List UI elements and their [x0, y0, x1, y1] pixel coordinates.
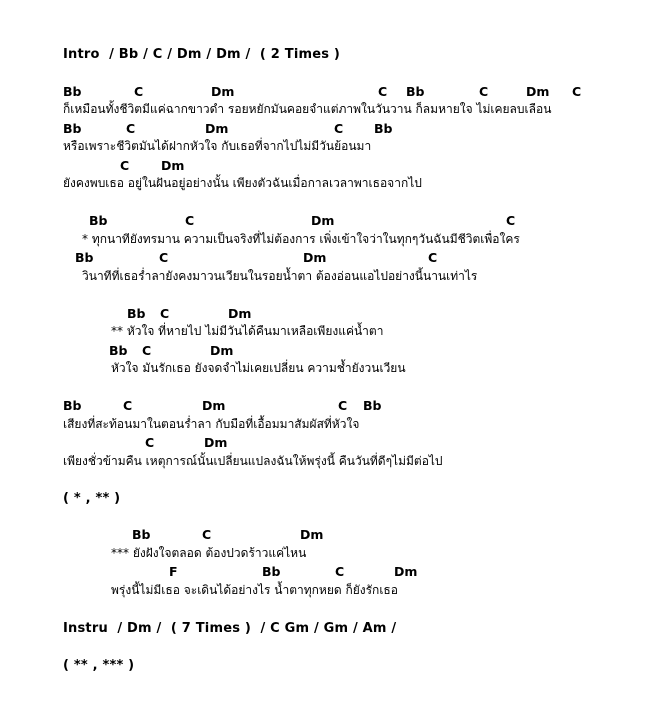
- lyric-line: เสียงที่สะท้อนมาในตอนร่ำลา กับมือที่เอื้อมมาสัมผัสที่หัวใจ: [63, 417, 360, 431]
- chord: Bb: [63, 121, 82, 136]
- lyric-line: ก็เหมือนทั้งชีวิตมีแค่ฉากขาวดำ รอยหยักมันคอยจำแต่ภาพในวันวาน ก็ลมหายใจ ไม่เคยลบเลือน: [63, 102, 552, 116]
- chord: Dm: [303, 250, 327, 265]
- chord: Dm: [311, 213, 335, 228]
- chord: C: [572, 84, 582, 99]
- intro-line: Intro / Bb / C / Dm / Dm / ( 2 Times ): [63, 47, 341, 62]
- chord: C: [134, 84, 144, 99]
- chord: C: [142, 343, 152, 358]
- chord: Bb: [63, 84, 82, 99]
- chord: Bb: [75, 250, 94, 265]
- chord: Bb: [262, 564, 281, 579]
- lyric-line: เพียงชั่วข้ามคืน เหตุการณ์นั้นเปลี่ยนแปลงฉันให้พรุ่งนี้ คืนวันที่ดีๆไม่มีต่อไป: [63, 454, 443, 468]
- lyric-line: วินาทีที่เธอร่ำลายังคงมาวนเวียนในรอยน้ำตา ต้องอ่อนแอไปอย่างนี้นานเท่าไร: [82, 269, 478, 283]
- chord: Bb: [132, 527, 151, 542]
- chord: C: [335, 564, 345, 579]
- chord: Dm: [210, 343, 234, 358]
- chord: C: [202, 527, 212, 542]
- chord: C: [428, 250, 438, 265]
- chord: Bb: [63, 398, 82, 413]
- chord: Dm: [394, 564, 418, 579]
- chord: Bb: [127, 306, 146, 321]
- chord: Bb: [109, 343, 128, 358]
- repeat-line-1: ( * , ** ): [63, 491, 121, 506]
- chord: Dm: [526, 84, 550, 99]
- repeat-line-2: ( ** , *** ): [63, 658, 135, 673]
- chord: C: [338, 398, 348, 413]
- chord: Dm: [228, 306, 252, 321]
- chord: C: [160, 306, 170, 321]
- chord: Bb: [89, 213, 108, 228]
- chord: Dm: [202, 398, 226, 413]
- chord: C: [479, 84, 489, 99]
- chord: C: [378, 84, 388, 99]
- chord: C: [123, 398, 133, 413]
- chord: Dm: [161, 158, 185, 173]
- chord: C: [145, 435, 155, 450]
- lyric-line: ยังคงพบเธอ อยู่ในฝันอยู่อย่างนั้น เพียงตัวฉันเมื่อกาลเวลาพาเธอจากไป: [63, 176, 422, 190]
- chord: Dm: [205, 121, 229, 136]
- chord: C: [506, 213, 516, 228]
- chord: C: [334, 121, 344, 136]
- chord: Dm: [211, 84, 235, 99]
- chord: Dm: [300, 527, 324, 542]
- chord: C: [159, 250, 169, 265]
- lyric-line: พรุ่งนี้ไม่มีเธอ จะเดินได้อย่างไร น้ำตาทุกหยด ก็ยังรักเธอ: [111, 583, 398, 597]
- chord: F: [169, 564, 178, 579]
- chord: C: [120, 158, 130, 173]
- lyric-line: หัวใจ มันรักเธอ ยังจดจำไม่เคยเปลี่ยน ความช้ำยังวนเวียน: [111, 361, 406, 375]
- lyric-line: * ทุกนาทียังทรมาน ความเป็นจริงที่ไม่ต้องการ เพิ่งเข้าใจว่าในทุกๆวันฉันมีชีวิตเพื่อใคร: [82, 232, 520, 246]
- chord: Bb: [374, 121, 393, 136]
- chord: Bb: [363, 398, 382, 413]
- chord: Dm: [204, 435, 228, 450]
- chord: Bb: [406, 84, 425, 99]
- chord: C: [126, 121, 136, 136]
- lyric-line: ** หัวใจ ที่หายไป ไม่มีวันได้คืนมาเหลือเพียงแค่น้ำตา: [111, 324, 384, 338]
- instru-line: Instru / Dm / ( 7 Times ) / C Gm / Gm / Am /: [63, 621, 397, 636]
- chord: C: [185, 213, 195, 228]
- lyric-line: *** ยังฝังใจตลอด ต้องปวดร้าวแค่ไหน: [111, 546, 307, 560]
- lyric-line: หรือเพราะชีวิตมันได้ฝากหัวใจ กับเธอที่จากไปไม่มีวันย้อนมา: [63, 139, 372, 153]
